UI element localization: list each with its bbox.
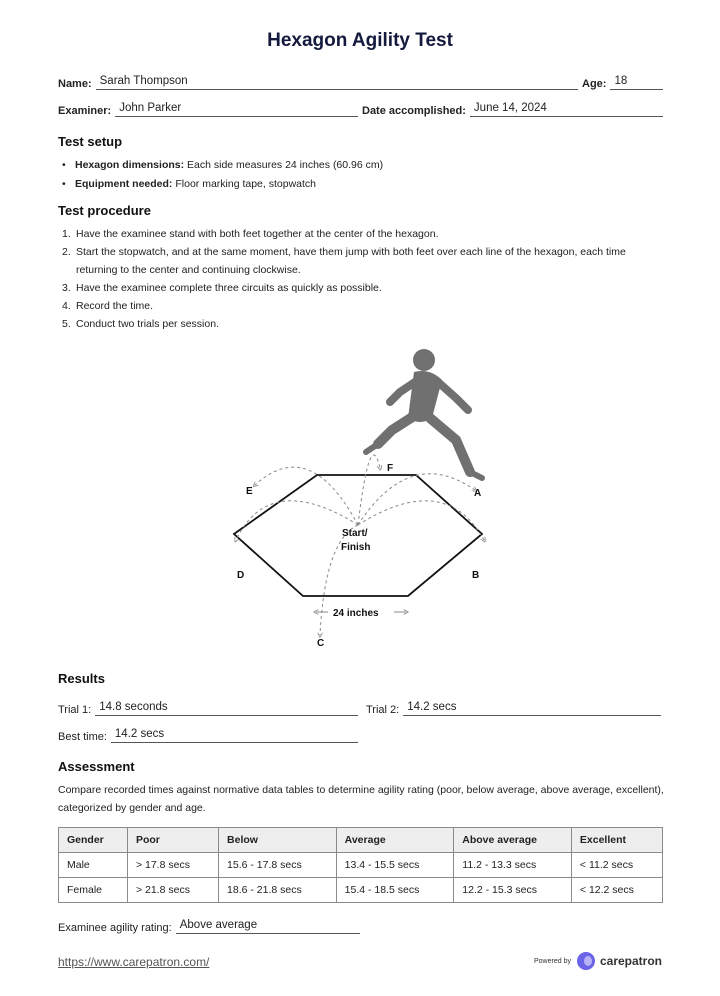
list-item bbox=[62, 156, 383, 175]
name-field[interactable] bbox=[58, 74, 578, 90]
path-to-a bbox=[358, 474, 475, 525]
date-field[interactable] bbox=[362, 101, 663, 117]
footer-link[interactable]: https://www.carepatron.com/ bbox=[58, 955, 210, 969]
setup-list bbox=[62, 156, 383, 194]
name-value[interactable]: Sarah Thompson bbox=[96, 74, 578, 90]
hexagon-diagram bbox=[220, 340, 510, 655]
page-title: Hexagon Agility Test bbox=[267, 30, 453, 51]
table-header-cell: Above average bbox=[454, 828, 572, 853]
table-cell: > 21.8 secs bbox=[127, 878, 218, 903]
step-text: Have the examinee complete three circuits as quickly as possible. bbox=[76, 282, 382, 294]
runner-head bbox=[413, 349, 435, 371]
setup-item-label: Hexagon dimensions: bbox=[75, 159, 185, 171]
list-item bbox=[62, 279, 662, 297]
procedure-list bbox=[62, 225, 662, 333]
carepatron-logo-icon bbox=[577, 952, 595, 970]
label-c: C bbox=[317, 638, 325, 649]
list-item bbox=[62, 297, 662, 315]
table-row bbox=[59, 853, 663, 878]
table-header-cell: Average bbox=[336, 828, 454, 853]
name-label: Name: bbox=[58, 78, 92, 90]
table-cell: < 12.2 secs bbox=[571, 878, 662, 903]
best-time-label: Best time: bbox=[58, 731, 107, 743]
trial1-label: Trial 1: bbox=[58, 704, 92, 716]
setup-heading: Test setup bbox=[58, 134, 123, 149]
runner-foot-back bbox=[366, 444, 378, 452]
date-value[interactable]: June 14, 2024 bbox=[470, 101, 663, 117]
runner-foot-front bbox=[470, 472, 482, 478]
setup-item-text: Each side measures 24 inches (60.96 cm) bbox=[184, 159, 384, 171]
procedure-heading: Test procedure bbox=[58, 203, 151, 218]
examiner-field[interactable] bbox=[58, 101, 358, 117]
trial1-value[interactable]: 14.8 seconds bbox=[95, 700, 358, 716]
table-cell: 13.4 - 15.5 secs bbox=[336, 853, 454, 878]
age-label: Age: bbox=[582, 78, 607, 90]
table-header-cell: Poor bbox=[127, 828, 218, 853]
step-number: 4. bbox=[62, 300, 71, 312]
trial2-field[interactable] bbox=[366, 700, 661, 716]
runner-arm-front bbox=[438, 382, 468, 410]
examiner-label: Examiner: bbox=[58, 105, 112, 117]
step-text: Conduct two trials per session. bbox=[76, 318, 219, 330]
table-cell: Male bbox=[59, 853, 128, 878]
best-time-value[interactable]: 14.2 secs bbox=[111, 727, 358, 743]
setup-item-text: Floor marking tape, stopwatch bbox=[172, 178, 317, 190]
rating-label: Examinee agility rating: bbox=[58, 922, 172, 934]
normative-table bbox=[58, 827, 663, 903]
runner-silhouette bbox=[366, 349, 482, 478]
age-field[interactable] bbox=[582, 74, 663, 90]
table-row bbox=[59, 878, 663, 903]
table-cell: 11.2 - 13.3 secs bbox=[454, 853, 572, 878]
best-time-field[interactable] bbox=[58, 727, 358, 743]
table-cell: 18.6 - 21.8 secs bbox=[219, 878, 337, 903]
label-b: B bbox=[472, 570, 480, 581]
step-text: Record the time. bbox=[76, 300, 154, 312]
age-value[interactable]: 18 bbox=[610, 74, 663, 90]
list-item bbox=[62, 175, 383, 194]
label-e: E bbox=[246, 486, 253, 497]
list-item bbox=[62, 243, 662, 279]
setup-item-label: Equipment needed: bbox=[75, 178, 173, 190]
path-to-f bbox=[358, 455, 380, 525]
table-cell: > 17.8 secs bbox=[127, 853, 218, 878]
rating-value[interactable]: Above average bbox=[176, 918, 360, 934]
assessment-heading: Assessment bbox=[58, 759, 135, 774]
list-item bbox=[62, 315, 662, 333]
center-label-line1: Start/ bbox=[342, 528, 368, 539]
label-a: A bbox=[474, 488, 482, 499]
table-cell: 15.4 - 18.5 secs bbox=[336, 878, 454, 903]
date-label: Date accomplished: bbox=[362, 105, 466, 117]
table-cell: < 11.2 secs bbox=[571, 853, 662, 878]
table-header-row bbox=[59, 828, 663, 853]
trial2-label: Trial 2: bbox=[366, 704, 400, 716]
table-header-cell: Below bbox=[219, 828, 337, 853]
table-cell: 15.6 - 17.8 secs bbox=[219, 853, 337, 878]
step-number: 1. bbox=[62, 228, 71, 240]
rating-field[interactable] bbox=[58, 918, 360, 934]
center-label-line2: Finish bbox=[341, 542, 371, 553]
trial1-field[interactable] bbox=[58, 700, 358, 716]
step-number: 2. bbox=[62, 246, 71, 258]
runner-leg-front bbox=[430, 418, 470, 472]
step-number: 5. bbox=[62, 318, 71, 330]
path-to-b bbox=[358, 501, 484, 540]
brand-name: carepatron bbox=[599, 954, 662, 968]
label-f: F bbox=[387, 463, 394, 474]
powered-by-text: Powered by bbox=[534, 957, 571, 965]
table-cell: Female bbox=[59, 878, 128, 903]
label-d: D bbox=[237, 570, 245, 581]
results-heading: Results bbox=[58, 671, 105, 686]
step-text: Have the examinee stand with both feet together at the center of the hexagon. bbox=[76, 228, 439, 240]
side-length-label: 24 inches bbox=[333, 608, 379, 619]
runner-leg-back bbox=[378, 416, 414, 444]
step-number: 3. bbox=[62, 282, 71, 294]
trial2-value[interactable]: 14.2 secs bbox=[403, 700, 661, 716]
brand-badge[interactable] bbox=[534, 952, 662, 970]
table-header-cell: Excellent bbox=[571, 828, 662, 853]
table-header-cell: Gender bbox=[59, 828, 128, 853]
examiner-value[interactable]: John Parker bbox=[115, 101, 358, 117]
list-item bbox=[62, 225, 662, 243]
step-text: Start the stopwatch, and at the same moment, have them jump with both feet over each line of the hexagon, each time returning to the center and continuing clockwise. bbox=[76, 246, 626, 276]
table-cell: 12.2 - 15.3 secs bbox=[454, 878, 572, 903]
assessment-text: Compare recorded times against normative data tables to determine agility rating (poor, below average, above average, excellent), categorized by gender and age. bbox=[58, 784, 664, 814]
